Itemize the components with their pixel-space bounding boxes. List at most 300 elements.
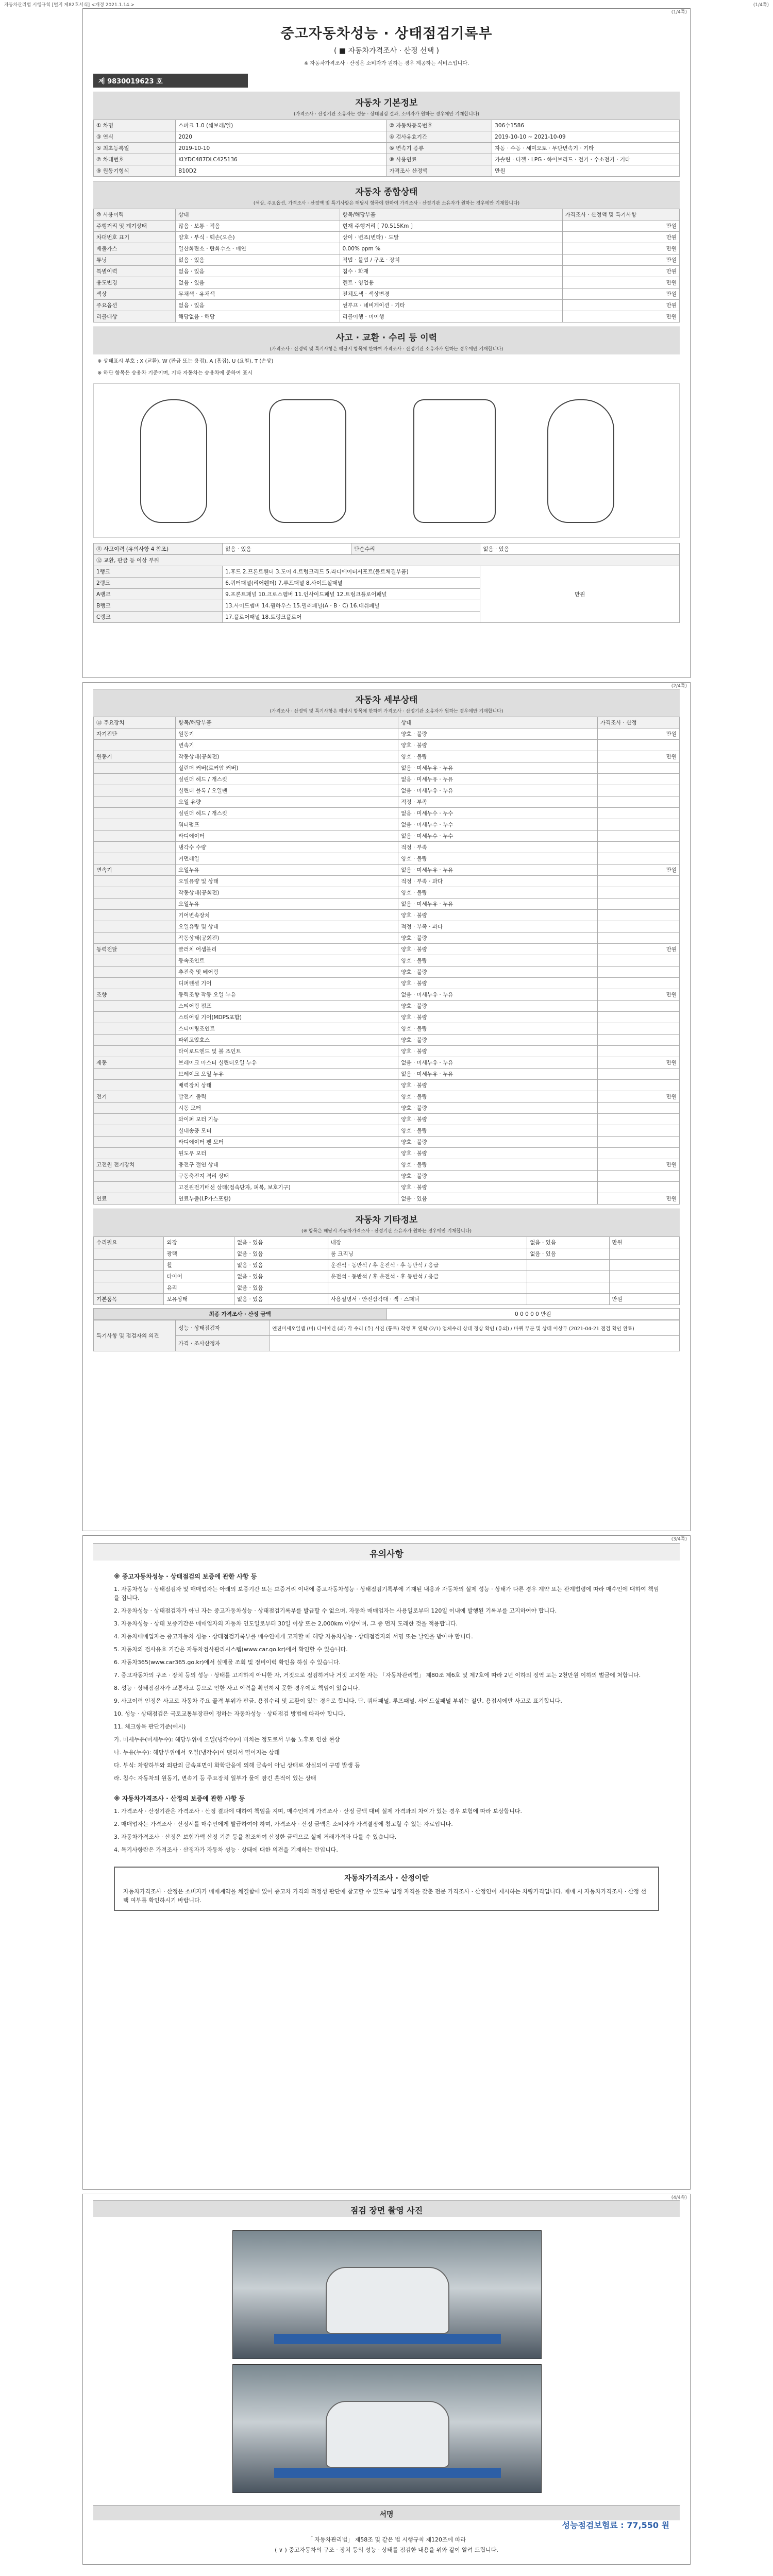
- field-label: ⑦ 차대번호: [94, 154, 176, 165]
- basic-info-row: [94, 131, 680, 143]
- rankC-items: 17.플로어패널 18.트렁크플로어: [223, 612, 480, 623]
- basic-info-heading: 자동차 기본정보: [93, 92, 680, 109]
- state-cell: 전체도색 · 색상변경: [340, 289, 562, 300]
- state-cell: 양호 · 불량: [398, 1001, 598, 1012]
- notice-item: 4. 자동차매매업자는 중고자동차 성능 · 상태점검기록부를 매수인에게 고지할 때 해당 자동차성능 · 상태점검자의 서명 또는 날인을 받아야 합니다.: [114, 1633, 473, 1640]
- summary-row: [94, 300, 680, 311]
- state-cell: 일산화탄소 · 탄화수소 · 매연: [176, 243, 340, 255]
- state-cell: 없음 · 미세누유 · 누유: [398, 1057, 598, 1069]
- state-cell: 양호 · 부식 · 훼손(오손): [176, 232, 340, 243]
- state-cell: 양호 · 불량: [398, 1080, 598, 1091]
- state-cell: 양호 · 불량: [398, 1114, 598, 1125]
- state-cell: 없음 · 미세누유 · 누유: [398, 762, 598, 774]
- device-label: [94, 1023, 176, 1035]
- detail-row: [94, 944, 680, 955]
- part-label: 구동축전지 격리 상태: [176, 1171, 398, 1182]
- notice-item: 나. 누유(누수): 해당부위에서 오일(냉각수)이 맺혀서 떨어지는 상태: [114, 1749, 280, 1756]
- other-info-cell: 만원: [609, 1294, 679, 1305]
- car-body-outline: [269, 399, 346, 523]
- remarks-text: 엔진미세오일샘 (비) 다이아건 (좌) 각 수리 (우) 사진 (통로) 작성 후 연락 (2/1) 업체수리 상태 정상 확인 (유의) / 바퀴 부분 및 상태 이상무 (2021-04-21 점검 확인 완료): [270, 1320, 680, 1336]
- price-cell: 만원: [562, 243, 679, 255]
- device-label: [94, 1137, 176, 1148]
- state-cell: 양호 · 불량: [398, 1137, 598, 1148]
- column-header: 가격조사 · 산정액 및 특기사항: [562, 209, 679, 221]
- detail-row: [94, 842, 680, 853]
- price-cell: 만원: [562, 300, 679, 311]
- inspection-photo-rear: [232, 2364, 542, 2493]
- part-label: 실린더 커버(로커암 커버): [176, 762, 398, 774]
- detail-row: [94, 1125, 680, 1137]
- accident-history-label: ⑪ 사고이력 (유의사항 4 참조): [94, 544, 223, 555]
- state-cell: 양호 · 불량: [398, 1148, 598, 1159]
- part-label: 냉각수 수량: [176, 842, 398, 853]
- field-value: B10D2: [176, 165, 386, 177]
- price-cell: [597, 1001, 679, 1012]
- car-frame-outline: [413, 399, 496, 523]
- price-cell: [597, 819, 679, 831]
- part-label: 오일 유량: [176, 796, 398, 808]
- detail-row: [94, 1137, 680, 1148]
- state-cell: 적법 · 불법 / 구조 · 장치: [340, 255, 562, 266]
- device-label: [94, 842, 176, 853]
- part-label: 배력장치 상태: [176, 1080, 398, 1091]
- part-label: 실린더 헤드 / 개스킷: [176, 808, 398, 819]
- other-info-cell: 룸 크리닝: [328, 1248, 527, 1260]
- item-label: 배출가스: [94, 243, 176, 255]
- detail-heading: 자동차 세부상태: [93, 689, 680, 706]
- other-info-cell: 외장: [164, 1237, 234, 1248]
- rankB-items: 13.사이드멤버 14.휠하우스 15.필러패널(A · B · C) 16.대쉬패널: [223, 600, 480, 612]
- rankB-label: B랭크: [94, 600, 223, 612]
- state-cell: 없음 · 미세누유 · 누유: [398, 865, 598, 876]
- state-cell: 없음 · 미세누유 · 누유: [398, 899, 598, 910]
- detail-row: [94, 910, 680, 921]
- price-cell: [597, 831, 679, 842]
- column-header: ⑬ 주요장치: [94, 717, 176, 728]
- accident-subheading: (가격조사 · 산정액 및 특기사항은 해당시 항목에 한하여 가격조사 · 산정기관 소유자가 원하는 경우에만 기재합니다): [93, 344, 680, 354]
- state-cell: 없음 · 미세누유 · 누유: [398, 785, 598, 796]
- basic-info-subheading: (가격조사 · 산정기관 소유자는 성능 · 상태점검 결과, 소비자가 원하는 경우에만 기재합니다): [93, 109, 680, 120]
- field-label: ⑨ 원동기형식: [94, 165, 176, 177]
- price-cell: [597, 1012, 679, 1023]
- page-number: (2/4쪽): [671, 684, 687, 689]
- device-label: [94, 831, 176, 842]
- detail-subheading: (가격조사 · 산정액 및 특기사항은 해당시 항목에 한하여 가격조사 · 산정기관 소유자가 원하는 경우에만 기재합니다): [93, 706, 680, 717]
- part-label: 시동 모터: [176, 1103, 398, 1114]
- detail-row: [94, 1182, 680, 1193]
- part-label: 실내송풍 모터: [176, 1125, 398, 1137]
- page-number: (1/4쪽): [671, 10, 687, 15]
- item-label: 주요옵션: [94, 300, 176, 311]
- rankA-items: 9.프론트패널 10.크로스멤버 11.인사이드패널 12.트렁크플로어패널: [223, 589, 480, 600]
- basic-info-row: [94, 143, 680, 154]
- other-info-row: [94, 1294, 680, 1305]
- state-cell: 해당없음 · 해당: [176, 311, 340, 323]
- price-cell: 만원: [597, 944, 679, 955]
- item-label: 특별이력: [94, 266, 176, 277]
- price-cell: 만원: [562, 311, 679, 323]
- state-cell: 양호 · 불량: [398, 1103, 598, 1114]
- other-info-cell: 없음 · 있음: [234, 1271, 328, 1282]
- other-info-cell: [328, 1282, 527, 1294]
- device-label: [94, 1080, 176, 1091]
- page-2: [82, 682, 691, 1531]
- state-cell: 없음 · 있음: [176, 277, 340, 289]
- other-info-cell: 없음 · 있음: [234, 1248, 328, 1260]
- price-cell: [597, 785, 679, 796]
- field-value: KLYDC487DLC425136: [176, 154, 386, 165]
- state-cell: 양호 · 불량: [398, 728, 598, 740]
- accident-table: [93, 543, 680, 623]
- detail-table: [93, 717, 680, 1205]
- state-cell: 양호 · 불량: [398, 910, 598, 921]
- other-info-row: [94, 1260, 680, 1271]
- detail-row: [94, 1171, 680, 1182]
- detail-row: [94, 1057, 680, 1069]
- detail-row: [94, 831, 680, 842]
- state-cell: 상이 · 변조(변타) · 도말: [340, 232, 562, 243]
- device-label: 원동기: [94, 751, 176, 762]
- notice-item: 라. 침수: 자동차의 원동기, 변속기 등 주요장치 일부가 물에 잠긴 흔적이 있는 상태: [114, 1775, 316, 1782]
- part-label: 타이로드엔드 및 볼 조인트: [176, 1046, 398, 1057]
- price-cell: [597, 967, 679, 978]
- state-cell: 없음 · 있음: [176, 266, 340, 277]
- device-label: [94, 1103, 176, 1114]
- document-subnote: ※ 자동차가격조사 · 산정은 소비자가 원하는 경우 제공하는 서비스입니다.: [304, 61, 469, 66]
- detail-row: [94, 921, 680, 933]
- law-reference: 「 자동차관리법」 제58조 및 같은 법 시행규칙 제120조에 따라: [307, 2536, 466, 2543]
- price-cell: [597, 1080, 679, 1091]
- device-label: [94, 1125, 176, 1137]
- lift-photo-icon: [274, 2468, 501, 2478]
- state-cell: 침수 · 화재: [340, 266, 562, 277]
- state-cell: 없음 · 있음: [176, 300, 340, 311]
- device-label: [94, 808, 176, 819]
- final-price-heading: 최종 가격조사 · 산정 금액: [94, 1309, 387, 1320]
- column-header: 항목/해당부품: [176, 717, 398, 728]
- state-cell: 리콜이행 · 미이행: [340, 311, 562, 323]
- remarks-pricer-text: [270, 1336, 680, 1351]
- car-top-view-right: [547, 399, 614, 523]
- device-label: [94, 955, 176, 967]
- device-label: [94, 1046, 176, 1057]
- price-cell: [597, 1182, 679, 1193]
- column-header: 상태: [398, 717, 598, 728]
- law-statement: ( ∨ ) 중고자동차의 구조 · 장치 등의 성능 · 상태를 점검한 내용을 위와 같이 알려 드립니다.: [275, 2547, 498, 2553]
- device-label: [94, 853, 176, 865]
- other-info-cell: [94, 1282, 164, 1294]
- detail-row: [94, 1069, 680, 1080]
- state-cell: 양호 · 불량: [398, 1182, 598, 1193]
- device-label: [94, 967, 176, 978]
- column-header: 항목/해당부품: [340, 209, 562, 221]
- item-label: 차대번호 표기: [94, 232, 176, 243]
- part-label: 라디에이터: [176, 831, 398, 842]
- notice-item: 3. 자동차성능 · 상태 보증기간은 매매업자의 자동차 인도일로부터 30일 이상 또는 2,000km 이상이며, 그 중 먼저 도래한 것을 적용합니다.: [114, 1620, 458, 1627]
- detail-row: [94, 819, 680, 831]
- price-cell: [597, 921, 679, 933]
- state-cell: 양호 · 불량: [398, 1091, 598, 1103]
- car-photo-icon: [326, 2267, 449, 2334]
- other-info-cell: 없음 · 있음: [234, 1294, 328, 1305]
- other-info-cell: 내장: [328, 1237, 527, 1248]
- device-label: [94, 933, 176, 944]
- price-cell: [597, 762, 679, 774]
- part-label: 클러치 어셈블리: [176, 944, 398, 955]
- device-label: 조향: [94, 989, 176, 1001]
- notice-price-list: [83, 1807, 690, 1854]
- device-label: [94, 1035, 176, 1046]
- state-cell: 양호 · 불량: [398, 978, 598, 989]
- price-cell: 만원: [597, 751, 679, 762]
- other-info-cell: 운전석 · 동반석 / 후 운전석 · 후 동반석 / 응급: [328, 1260, 527, 1271]
- inspection-photo-front: [232, 2230, 542, 2359]
- detail-row: [94, 1080, 680, 1091]
- price-cell: [597, 853, 679, 865]
- part-label: 스티어링 펌프: [176, 1001, 398, 1012]
- other-info-cell: 없음 · 있음: [234, 1260, 328, 1271]
- state-cell: 양호 · 불량: [398, 933, 598, 944]
- other-info-cell: 없음 · 있음: [234, 1237, 328, 1248]
- state-cell: 없음 · 미세누유 · 누유: [398, 989, 598, 1001]
- other-info-cell: [609, 1260, 679, 1271]
- simple-repair-state: 없음 · 있음: [480, 544, 680, 555]
- part-label: 브레이크 마스터 실린더오일 누유: [176, 1057, 398, 1069]
- field-value: 2019-10-10: [176, 143, 386, 154]
- other-info-row: [94, 1248, 680, 1260]
- notice-item: 8. 성능 · 상태점검자가 교통사고 등으로 인한 사고 이력을 확인하지 못한 경우에도 책임이 있습니다.: [114, 1685, 360, 1691]
- notice-item: 6. 자동차365(www.car365.go.kr)에서 실매물 조회 및 정비이력 확인을 하실 수 있습니다.: [114, 1659, 341, 1666]
- device-label: [94, 1114, 176, 1125]
- device-label: [94, 785, 176, 796]
- detail-row: [94, 785, 680, 796]
- part-label: 오일누유: [176, 899, 398, 910]
- other-info-cell: [527, 1282, 609, 1294]
- state-cell: 없음 · 있음: [398, 1193, 598, 1205]
- device-label: [94, 921, 176, 933]
- field-label: ⑥ 변속기 종류: [386, 143, 492, 154]
- state-cell: 썬루프 · 네비게이션 · 기타: [340, 300, 562, 311]
- price-cell: 만원: [597, 1193, 679, 1205]
- price-cell: [597, 1114, 679, 1125]
- state-cell: 적정 · 부족 · 과다: [398, 876, 598, 887]
- state-cell: 없음 · 미세누수 · 누수: [398, 831, 598, 842]
- page-number: (4/4쪽): [671, 2195, 687, 2200]
- page-1: [82, 8, 691, 678]
- price-cell: [597, 842, 679, 853]
- field-label: ④ 검사유효기간: [386, 131, 492, 143]
- item-label: 색상: [94, 289, 176, 300]
- part-label: 발전기 출력: [176, 1091, 398, 1103]
- detail-row: [94, 853, 680, 865]
- price-info-box: [114, 1867, 659, 1911]
- detail-row: [94, 762, 680, 774]
- part-label: 워터펌프: [176, 819, 398, 831]
- price-cell: 만원: [597, 1159, 679, 1171]
- state-cell: 양호 · 불량: [398, 1012, 598, 1023]
- detail-row: [94, 1023, 680, 1035]
- price-cell: [597, 1023, 679, 1035]
- accident-heading: 사고 · 교환 · 수리 등 이력: [93, 327, 680, 344]
- device-label: [94, 1182, 176, 1193]
- summary-row: [94, 277, 680, 289]
- device-label: [94, 876, 176, 887]
- rank1-label: 1랭크: [94, 566, 223, 578]
- other-info-cell: 없음 · 있음: [234, 1282, 328, 1294]
- field-value: 만원: [492, 165, 680, 177]
- price-cell: [597, 955, 679, 967]
- field-value: 스파크 1.0 (쉐보레/일): [176, 120, 386, 131]
- other-info-row: [94, 1237, 680, 1248]
- page-number: (3/4쪽): [671, 1537, 687, 1542]
- device-label: [94, 1171, 176, 1182]
- page-4: [82, 2194, 691, 2565]
- state-cell: 적정 · 부족: [398, 842, 598, 853]
- part-label: 실린더 블록 / 오일팬: [176, 785, 398, 796]
- other-info-cell: [609, 1271, 679, 1282]
- state-cell: 없음 · 미세누유 · 누유: [398, 774, 598, 785]
- column-header: ⑩ 사용이력: [94, 209, 176, 221]
- part-label: 고전원전기배선 상태(접속단자, 피복, 보호기구): [176, 1182, 398, 1193]
- state-cell: 0.00% ppm %: [340, 243, 562, 255]
- state-cell: 양호 · 불량: [398, 751, 598, 762]
- column-header: 가격조사 · 산정: [597, 717, 679, 728]
- state-cell: 없음 · 미세누수 · 누수: [398, 819, 598, 831]
- item-label: 튜닝: [94, 255, 176, 266]
- price-cell: 만원: [562, 289, 679, 300]
- notice-item: 1. 가격조사 · 산정기관은 가격조사 · 산정 결과에 대하여 책임을 지며, 매수인에게 가격조사 · 산정 금액 대비 실제 가격과의 차이가 있는 경우 보험에 따라 보상합니다.: [114, 1808, 522, 1815]
- part-label: 스티어링조인트: [176, 1023, 398, 1035]
- basic-info-row: [94, 165, 680, 177]
- part-label: 작동상태(공회전): [176, 933, 398, 944]
- frame-damage-heading: ⑫ 교환, 판금 등 이상 부위: [94, 555, 680, 566]
- summary-table: [93, 209, 680, 323]
- state-cell: 양호 · 불량: [398, 853, 598, 865]
- device-label: [94, 774, 176, 785]
- state-cell: 적정 · 부족 · 과다: [398, 921, 598, 933]
- other-info-cell: 보유상태: [164, 1294, 234, 1305]
- device-label: 고전원 전기장치: [94, 1159, 176, 1171]
- final-price-value: 0 0 0 0 0 만원: [386, 1309, 680, 1320]
- notice-heading: 유의사항: [93, 1543, 680, 1561]
- part-label: 변속기: [176, 740, 398, 751]
- price-cell: 만원: [597, 728, 679, 740]
- detail-row: [94, 774, 680, 785]
- notice-item: 11. 체크항목 판단기준(예시): [114, 1723, 186, 1730]
- part-label: 스티어링 기어(MDPS포함): [176, 1012, 398, 1023]
- field-label: ① 차명: [94, 120, 176, 131]
- other-info-table: [93, 1236, 680, 1305]
- summary-subheading: (색상, 주요옵션, 가격조사 · 산정액 및 특기사항은 해당시 항목에 한하여 가격조사 · 산정기관 소유자가 원하는 경우에만 기재합니다): [93, 198, 680, 209]
- other-info-cell: 기본품목: [94, 1294, 164, 1305]
- detail-row: [94, 876, 680, 887]
- other-info-cell: [94, 1271, 164, 1282]
- field-value: 가솔린 · 디젤 · LPG · 하이브리드 · 전기 · 수소전기 · 기타: [492, 154, 680, 165]
- summary-row: [94, 255, 680, 266]
- field-label: ⑤ 최초등록일: [94, 143, 176, 154]
- remarks-inspector-label: 성능 · 상태점검자: [176, 1320, 270, 1336]
- device-label: [94, 1069, 176, 1080]
- detail-row: [94, 1193, 680, 1205]
- detail-row: [94, 1012, 680, 1023]
- field-value: 2020: [176, 131, 386, 143]
- state-cell: 적정 · 부족: [398, 796, 598, 808]
- document-subtitle: ( ■ 자동차가격조사 · 산정 선택 ): [333, 47, 440, 55]
- item-label: 주행거리 및 계기상태: [94, 221, 176, 232]
- part-label: 커먼레일: [176, 853, 398, 865]
- other-info-cell: [527, 1271, 609, 1282]
- price-cell: 만원: [562, 277, 679, 289]
- notice-item: 10. 성능 · 상태점검은 국토교통부장관이 정하는 자동차성능 · 상태점검 방법에 따라야 합니다.: [114, 1710, 345, 1717]
- vehicle-diagram: [93, 383, 680, 538]
- detail-row: [94, 796, 680, 808]
- price-info-box-text: 자동차가격조사 · 산정은 소비자가 매매계약을 체결함에 있어 중고차 가격의 적정성 판단에 참고할 수 있도록 법정 자격을 갖춘 전문 가격조사 · 산정인이 제시하는 차량가격입니다. 매매 시 자동차가격조사 · 산정 선택 여부를 확인하시기 바랍니다.: [123, 1888, 647, 1904]
- price-cell: [597, 933, 679, 944]
- other-info-row: [94, 1282, 680, 1294]
- accident-legend: ※ 상태표시 부호 : X (교환), W (판금 또는 용접), A (흠집), U (요철), T (손상): [97, 359, 274, 364]
- price-cell: [597, 1035, 679, 1046]
- other-info-cell: 운전석 · 동반석 / 후 운전석 · 후 동반석 / 응급: [328, 1271, 527, 1282]
- device-label: 제동: [94, 1057, 176, 1069]
- part-label: 파워고압호스: [176, 1035, 398, 1046]
- detail-row: [94, 740, 680, 751]
- device-label: 자기진단: [94, 728, 176, 740]
- state-cell: 양호 · 불량: [398, 1125, 598, 1137]
- detail-row: [94, 1103, 680, 1114]
- detail-row: [94, 989, 680, 1001]
- device-label: 연료: [94, 1193, 176, 1205]
- state-cell: 없음 · 미세누수 · 누수: [398, 808, 598, 819]
- detail-row: [94, 899, 680, 910]
- device-label: [94, 1001, 176, 1012]
- part-label: 연료누출(LP가스포함): [176, 1193, 398, 1205]
- field-label: ⑧ 사용연료: [386, 154, 492, 165]
- field-value: 2019-10-10 ~ 2021-10-09: [492, 131, 680, 143]
- part-label: 실린더 헤드 / 개스킷: [176, 774, 398, 785]
- price-cell: [597, 796, 679, 808]
- part-label: 작동상태(공회전): [176, 887, 398, 899]
- device-label: [94, 796, 176, 808]
- field-label: 가격조사 산정액: [386, 165, 492, 177]
- price-cell: 만원: [597, 989, 679, 1001]
- field-value: 자동 · 수동 · 세미오토 · 무단변속기 · 기타: [492, 143, 680, 154]
- part-label: 충전구 절연 상태: [176, 1159, 398, 1171]
- field-label: ② 자동차등록번호: [386, 120, 492, 131]
- part-label: 라디에이터 팬 모터: [176, 1137, 398, 1148]
- detail-row: [94, 728, 680, 740]
- other-info-cell: 유리: [164, 1282, 234, 1294]
- price-cell: [597, 808, 679, 819]
- price-cell: 만원: [562, 255, 679, 266]
- state-cell: 양호 · 불량: [398, 1035, 598, 1046]
- detail-row: [94, 887, 680, 899]
- item-label: 리콜대상: [94, 311, 176, 323]
- price-cell: 만원: [562, 232, 679, 243]
- part-label: 원동기: [176, 728, 398, 740]
- other-info-cell: 수리필요: [94, 1237, 164, 1248]
- detail-row: [94, 865, 680, 876]
- detail-row: [94, 1046, 680, 1057]
- detail-row: [94, 1159, 680, 1171]
- rank1-items: 1.후드 2.프론트휀더 3.도어 4.트렁크리드 5.라디에이터서포트(볼트체결부품): [223, 566, 480, 578]
- accident-history-state: 없음 · 있음: [223, 544, 351, 555]
- summary-row: [94, 221, 680, 232]
- state-cell: 없음 · 있음: [176, 255, 340, 266]
- price-cell: [597, 1103, 679, 1114]
- price-cell: [597, 887, 679, 899]
- state-cell: 양호 · 불량: [398, 1023, 598, 1035]
- simple-repair-label: 단순수리: [351, 544, 480, 555]
